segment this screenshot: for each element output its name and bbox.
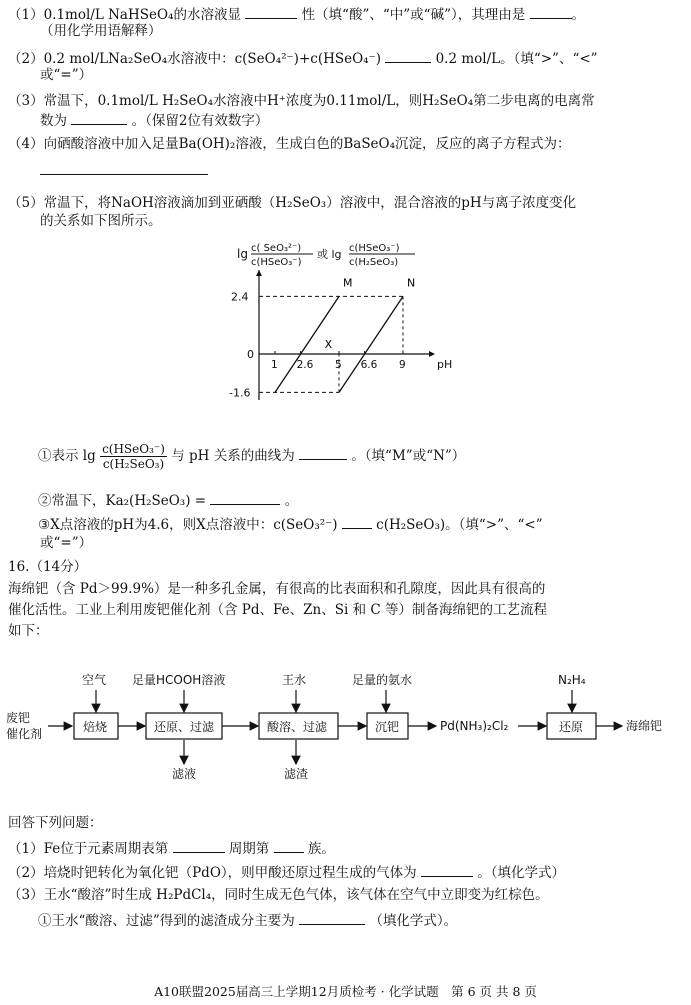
s2-line [38,490,298,510]
flow-aqua-regia: 王水 [282,673,307,687]
flow-product: 海绵钯 [626,719,663,733]
q16-para-1: 海绵钯（含 Pd＞99.9%）是一种多孔金属，有很高的比表面积和孔隙度，因此具有很高的 [8,581,546,597]
s1-blank[interactable] [299,445,347,460]
y-axis-or: 或 lg [317,248,342,261]
x-tick-label: 9 [399,359,406,371]
flow-box2-label: 还原、过滤 [154,720,215,734]
q2-text: （2）0.2 mol/LNa₂SeO₄水溶液中：c(SeO₄²⁻)+c(HSeO₄⁻) [8,51,381,67]
s1-line [38,442,465,471]
a1-blank-period[interactable] [173,838,225,853]
flow-start-2: 催化剂 [6,727,43,741]
q2-line [8,48,598,68]
y-axis-num-1: c( SeO₃²⁻) [251,243,302,254]
s3-text-b: c(H₂SeO₃)。（填“>”、“<” [376,517,543,533]
x-axis-arrow [429,351,435,357]
flow-waste-residue: 滤渣 [284,767,309,781]
s3-line [38,514,543,534]
flow-box5-label: 还原 [559,720,584,734]
a1-line [8,838,335,858]
x-axis-label: pH [437,358,453,371]
q1-text-b: 性（填“酸”、“中”或“碱”），其理由是 [301,7,526,23]
x-tick-label: 5 [335,359,342,371]
q16-para-2: 催化活性。工业上利用废钯催化剂（含 Pd、Fe、Zn、Si 和 C 等）制备海绵钯的工艺流程 [8,602,547,618]
q5-line: （5）常温下，将NaOH溶液滴加到亚硒酸（H₂SeO₃）溶液中，混合溶液的pH与离子浓度变化 [8,195,577,211]
q1-line: （1）0.1mol/L NaHSeO₄的水溶液显 性（填“酸”、“中”或“碱”），其理由是 。 [8,4,585,24]
a31-text-b: （填化学式）。 [369,913,458,929]
q3-blank[interactable] [71,110,127,125]
flow-start-1: 废钯 [6,711,31,725]
y-axis-lg-1: lg [237,247,248,261]
q3-line2 [40,110,268,130]
y-axis-arrow [256,270,262,276]
x-tick-label: 6.6 [360,359,378,371]
y-tick-0: 0 [247,348,254,361]
flow-air: 空气 [82,673,107,687]
series-line-N [339,296,403,392]
point-X-label: X [324,338,333,351]
a3-line: （3）王水“酸溶”时生成 H₂PdCl₄，同时生成无色气体，该气体在空气中立即变为红棕色。 [8,887,549,903]
series-label-M: M [343,276,353,290]
q4-blank[interactable] [40,160,208,175]
y-axis-num-2: c(HSeO₃⁻) [349,243,400,254]
flow-hcooh: 足量HCOOH溶液 [132,673,226,687]
s3-note: 或“=”） [40,535,93,551]
q16-heading: 16.（14分） [8,559,88,575]
flow-box4-label: 沉钯 [375,720,400,734]
y-axis-den-2: c(H₂SeO₃) [349,257,399,268]
y-tick--1.6: -1.6 [229,386,251,400]
q3-text-c: 。（保留2位有效数字） [131,113,269,129]
q1-blank-2[interactable] [530,4,572,19]
a2-text-b: 。（填化学式） [477,865,565,881]
s2-text: ②常温下，Ka₂(H₂SeO₃) = [38,493,207,509]
a2-text: （2）培烧时钯转化为氧化钯（PdO），则甲酸还原过程生成的气体为 [8,865,417,881]
a2-blank[interactable] [421,862,473,877]
s3-blank[interactable] [342,514,372,529]
a1-blank-group[interactable] [274,838,304,853]
x-tick-label: 2.6 [296,359,314,371]
a1-text-c: 族。 [307,841,335,857]
y-tick-2.4: 2.4 [231,290,249,304]
flow-waste-filtrate: 滤液 [172,767,197,781]
q1-text: （1）0.1mol/L NaHSeO₄的水溶液显 [8,7,241,23]
s1-text-b: 与 pH 关系的曲线为 [171,448,295,464]
flow-box3-label: 酸溶、过滤 [267,720,328,734]
a1-text-b: 周期第 [228,841,270,857]
q2-text-b: 0.2 mol/L。（填“>”、“<” [435,51,598,67]
flow-n2h4: N₂H₄ [558,673,586,687]
y-axis-den-1: c(HSeO₃⁻) [251,257,302,268]
x-tick-label: 1 [271,359,278,371]
answer-heading: 回答下列问题： [8,815,103,831]
s3-text: ③X点溶液的pH为4.6，则X点溶液中：c(SeO₃²⁻) [38,517,338,533]
s1-text: ①表示 lg [38,448,96,464]
a1-text: （1）Fe位于元素周期表第 [8,841,169,857]
q5-line2: 的关系如下图所示。 [40,213,162,229]
q1-note: （用化学用语解释） [40,23,162,39]
q3-text-b: 数为 [40,113,67,129]
a2-line [8,862,565,882]
a31-blank[interactable] [299,910,365,925]
series-label-N: N [407,276,416,290]
q2-note: 或“=”） [40,67,93,83]
page-footer: A10联盟2025届高三上学期12月质检考 · 化学试题 第 6 页 共 8 页 [154,984,537,999]
ph-chart [215,238,453,422]
flow-ammonia: 足量的氨水 [352,673,413,687]
q1-blank-1[interactable] [245,4,297,19]
s2-blank[interactable] [210,490,280,505]
q4-answer-line [40,160,208,180]
s1-den: c(H₂SeO₃) [102,457,165,471]
q4-line: （4）向硒酸溶液中加入足量Ba(OH)₂溶液，生成白色的BaSeO₄沉淀，反应的离子方程式为： [8,136,571,152]
s1-num: c(HSeO₃⁻) [102,442,165,456]
s1-fraction [100,442,167,471]
s2-text-b: 。 [284,493,299,509]
flow-intermediate: Pd(NH₃)₂Cl₂ [440,719,509,733]
q16-para-3: 如下： [8,623,49,639]
a31-line [38,910,457,930]
a31-text: ①王水“酸溶、过滤”得到的滤渣成分主要为 [38,913,295,929]
q2-blank[interactable] [385,48,431,63]
q3-line: （3）常温下，0.1mol/L H₂SeO₄水溶液中H⁺浓度为0.11mol/L，则H₂SeO₄第二步电离的电离常 [8,93,595,109]
flow-box1-label: 焙烧 [83,720,108,734]
process-flow [0,666,691,786]
s1-text-c: 。（填“M”或“N”） [351,448,466,464]
